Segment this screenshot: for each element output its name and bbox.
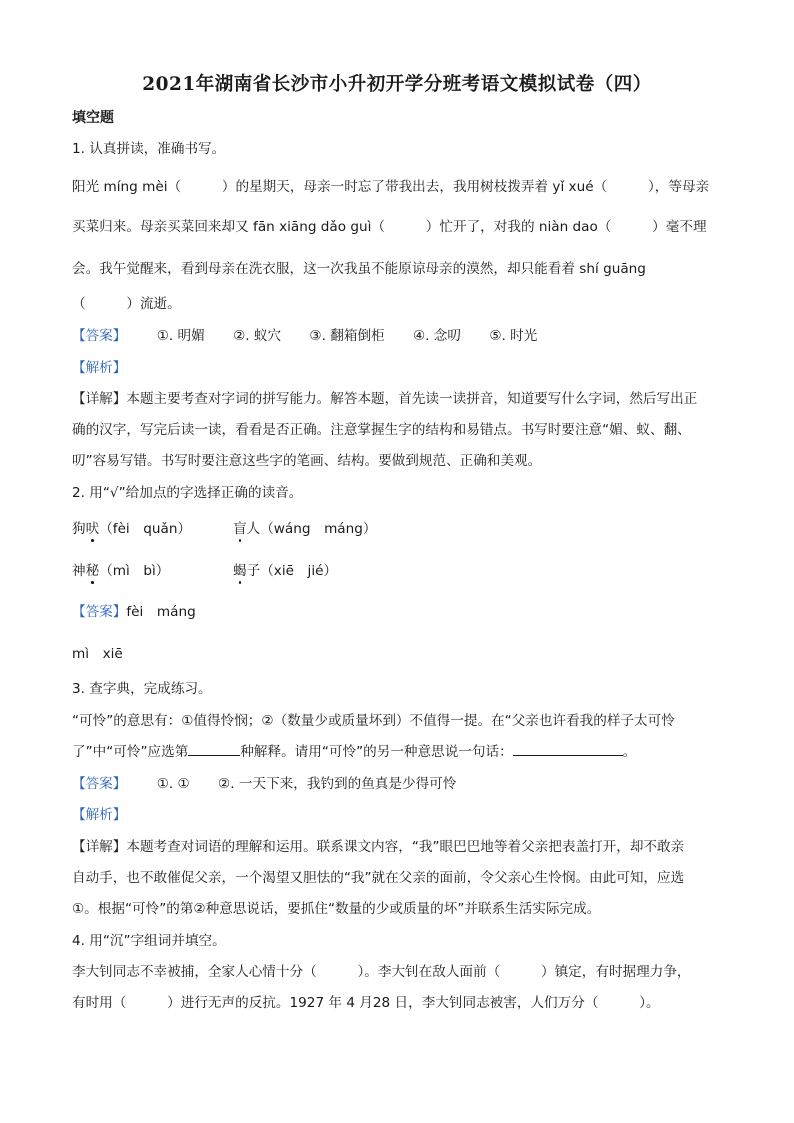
q2-item: 狗吠（fèi quǎn） <box>72 521 192 537</box>
page-title: 2021年湖南省长沙市小升初开学分班考语文模拟试卷（四） <box>142 74 652 95</box>
answer-item: ②. 一天下来，我钓到的鱼真是少得可怜 <box>218 776 457 792</box>
q4-prompt: 4. 用“沉”字组词并填空。 <box>72 933 226 949</box>
q2-item: 蝎子（xiē jié） <box>233 563 338 579</box>
answer-tag: 【答案】 <box>72 776 127 792</box>
answer-blank[interactable] <box>188 754 240 756</box>
dotted-char: 秘 <box>85 563 100 579</box>
q3-detail-line: 自动手，也不敢催促父亲，一个渴望又胆怯的“我”就在父亲的面前，令父亲心生怜悯。由此可知，应选 <box>72 870 685 886</box>
q1-answer-row <box>72 330 537 344</box>
q1-detail-line: 确的汉字，写完后读一读，看看是否正确。注意掌握生字的结构和易错点。书写时要注意“媚、蚁、翻、 <box>72 422 691 438</box>
answer-item: ②. 蚁穴 <box>233 328 282 344</box>
analysis-tag: 【解析】 <box>72 360 127 376</box>
dotted-char: 吠 <box>85 521 100 537</box>
q4-text-line: 李大钊同志不幸被捕，全家人心情十分（ ）。李大钊在敌人面前（ ）镇定，有时据理力争， <box>72 964 691 980</box>
q3-detail-line: ①。根据“可怜”的第②种意思说话，要抓住“数量的少或质量的坏”并联系生活实际完成。 <box>72 901 601 917</box>
answer-item: ①. ① <box>156 776 190 792</box>
detail-tag: 【详解】 <box>72 391 127 407</box>
analysis-tag: 【解析】 <box>72 807 127 823</box>
q1-text-line: （ ）流逝。 <box>72 296 181 312</box>
q2-item: 盲人（wáng máng） <box>233 521 377 537</box>
q3-prompt: 3. 查字典，完成练习。 <box>72 681 212 697</box>
q3-text-line: “可怜”的意思有：①值得怜悯；②（数量少或质量坏到）不值得一提。在“父亲也许看我的样子太可怜 <box>72 713 675 729</box>
answer-item: ③. 翻箱倒柜 <box>309 328 385 344</box>
q1-detail-line: 叨”容易写错。书写时要注意这些字的笔画、结构。要做到规范、正确和美观。 <box>72 453 542 469</box>
q2-prompt: 2. 用“√”给加点的字选择正确的读音。 <box>72 485 303 501</box>
q3-answer-row <box>72 778 456 792</box>
dotted-char: 盲 <box>233 521 247 537</box>
answer-item: ⑤. 时光 <box>489 328 538 344</box>
q2-answer-row: mì xiē <box>72 646 123 662</box>
answer-blank[interactable] <box>513 754 623 756</box>
answer-tag: 【答案】 <box>72 328 127 344</box>
answer-tag: 【答案】 <box>72 604 127 620</box>
section-heading: 填空题 <box>72 110 114 126</box>
detail-tag: 【详解】 <box>72 839 127 855</box>
q1-text-line: 会。我午觉醒来，看到母亲在洗衣服，这一次我虽不能原谅母亲的漠然，却只能看着 shí guāng <box>72 261 646 277</box>
q1-prompt: 1. 认真拼读，准确书写。 <box>72 141 226 157</box>
q1-text-line: 阳光 míng mèi（ ）的星期天，母亲一时忘了带我出去，我用树枝拨弄着 yǐ xué（ ），等母亲 <box>72 179 710 195</box>
q1-detail-line: 【详解】本题主要考查对字词的拼写能力。解答本题，首先读一读拼音，知道要写什么字词，然后写出正 <box>72 391 698 407</box>
answer-item: ①. 明媚 <box>156 328 205 344</box>
answer-item: ④. 念叨 <box>412 328 461 344</box>
dotted-char: 蝎 <box>233 563 247 579</box>
q1-text-line: 买菜归来。母亲买菜回来却又 fān xiāng dǎo guì（ ）忙开了，对我的 niàn dao（ ）毫不理 <box>72 219 707 235</box>
q3-text-line: 了”中“可怜”应选第 种解释。请用“可怜”的另一种意思说一句话： 。 <box>72 744 637 760</box>
q3-detail-line: 【详解】本题考查对词语的理解和运用。联系课文内容，“我”眼巴巴地等着父亲把表盖打开，却不敢亲 <box>72 839 685 855</box>
q4-text-line: 有时用（ ）进行无声的反抗。1927 年 4 月28 日，李大钊同志被害，人们万分（ ）。 <box>72 995 660 1011</box>
q2-answer-row: 【答案】fèi máng <box>72 604 196 620</box>
q2-item: 神秘（mì bì） <box>72 563 170 579</box>
